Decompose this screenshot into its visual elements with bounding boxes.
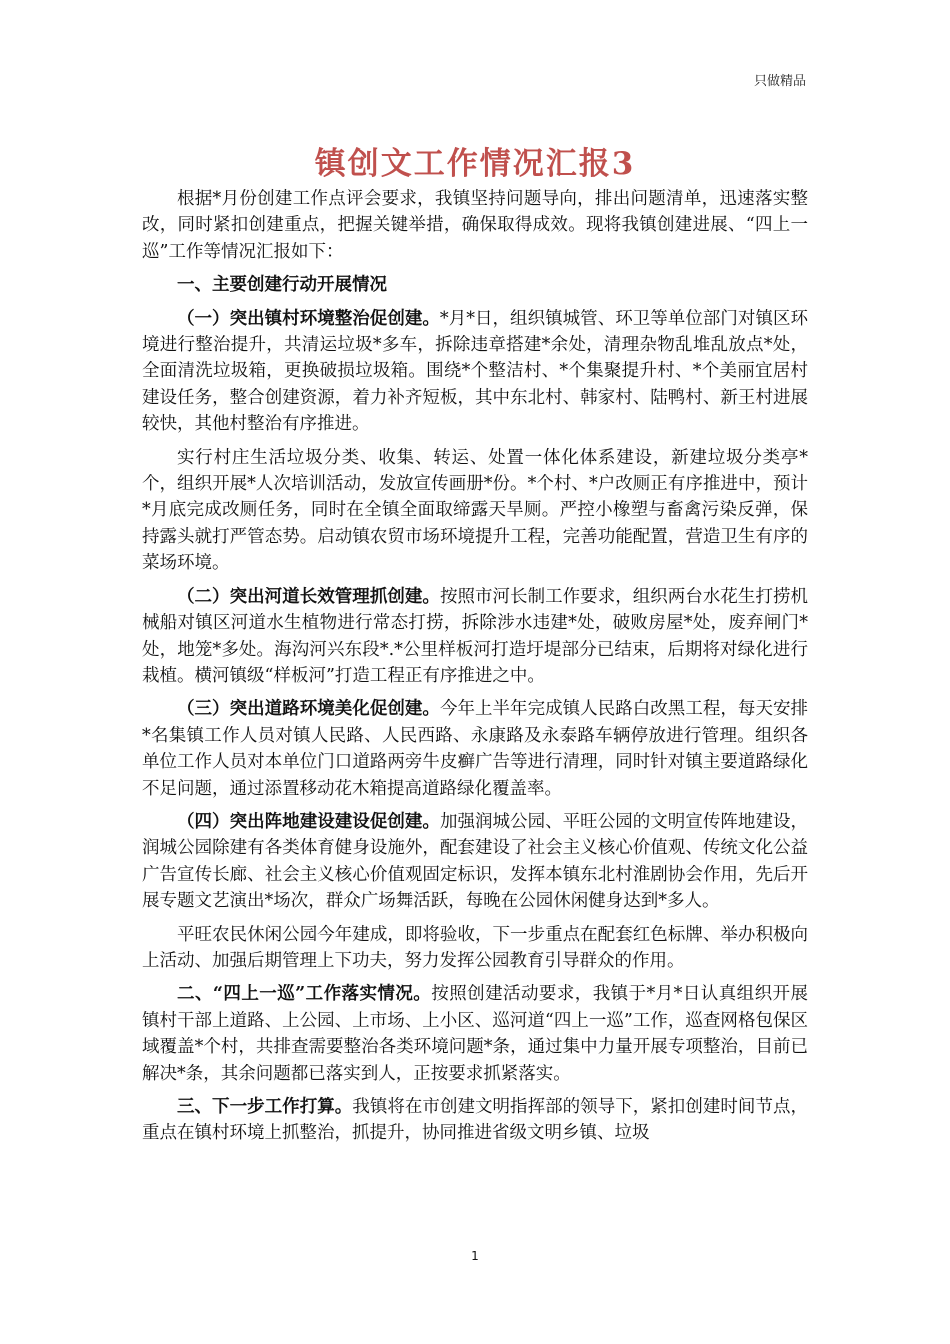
paragraph-text: *月*日，组织镇城管、环卫等单位部门对镇区环境进行整治提升，共清运垃圾*多车，拆除违章搭建*余处，清理杂物乱堆乱放点*处，全面清洗垃圾箱，更换破损垃圾箱。围绕*个整洁村、*个集聚提升村、*个美丽宜居村建设任务，整合创建资源，着力补齐短板，其中东北村、韩家村、陆鸭村、新王村进展较快，其他村整治有序推进。 [142,308,809,435]
section-1-paragraph-3 [142,584,808,690]
document-title: 镇创文工作情况汇报3 [314,146,636,182]
paragraph-lead: （四）突出阵地建设建设促创建。 [177,811,440,832]
paragraph-text: 加强润城公园、平旺公园的文明宣传阵地建设，润城公园除建有各类体育健身设施外，配套建设了社会主义核心价值观、传统文化公益广告宣传长廊、社会主义核心价值观固定标识，发挥本镇东北村淮剧协会作用，先后开展专题文艺演出*场次，群众广场舞活跃，每晚在公园休闲健身达到*多人。 [142,811,809,912]
intro-paragraph: 根据*月份创建工作点评会要求，我镇坚持问题导向，排出问题清单，迅速落实整改，同时紧扣创建重点，把握关键举措，确保取得成效。现将我镇创建进展、“四上一巡”工作等情况汇报如下： [142,189,808,262]
paragraph-lead: （一）突出镇村环境整治促创建。 [177,308,440,329]
section-1-heading: 一、主要创建行动开展情况 [177,275,387,296]
paragraph-text: 按照市河长制工作要求，组织两台水花生打捞机械船对镇区河道水生植物进行常态打捞，拆除涉水违建*处，破败房屋*处，废弃闸门*处，地笼*多处。海沟河兴东段*.*公里样板河打造圩堤部分已结束，后期将对绿化进行栽植。横河镇级“样板河”打造工程正有序推进之中。 [142,586,809,686]
document-body [142,186,808,1154]
paragraph-text: 按照创建活动要求，我镇于*月*日认真组织开展镇村干部上道路、上公园、上市场、上小区、巡河道“四上一巡”工作，巡查网格包保区域覆盖*个村，共排查需要整治各类环境问题*条，通过集中力量开展专项整治，目前已解决*条，其余问题都已落实到人，正按要求抓紧落实。 [142,984,808,1084]
section-1-paragraph-2: 实行村庄生活垃圾分类、收集、转运、处置一体化体系建设，新建垃圾分类亭*个，组织开展*人次培训活动，发放宣传画册*份。*个村、*户改厕正有序推进中，预计*月底完成改厕任务，同时在全镇全面取缔露天旱厕。严控小橡塑与畜禽污染反弹，保持露头就打严管态势。启动镇农贸市场环境提升工程，完善功能配置，营造卫生有序的菜场环境。 [142,447,808,574]
paragraph-lead: 三、下一步工作打算。 [177,1097,353,1117]
section-1-paragraph-6: 平旺农民休闲公园今年建成，即将验收，下一步重点在配套红色标牌、举办积极向上活动、加强后期管理上下功夫，努力发挥公园教育引导群众的作用。 [142,924,808,971]
paragraph-text: 今年上半年完成镇人民路白改黑工程，每天安排*名集镇工作人员对镇人民路、人民西路、永康路及永泰路车辆停放进行管理。组织各单位工作人员对本单位门口道路两旁牛皮癣广告等进行清理，同时针对镇主要道路绿化不足问题，通过添置移动花木箱提高道路绿化覆盖率。 [142,699,809,799]
section-1-paragraph-1 [142,306,808,438]
page-number: 1 [471,1249,479,1263]
header-note: 只做精品 [753,74,806,89]
section-2-paragraph [142,981,808,1087]
section-1-paragraph-4 [142,696,808,802]
paragraph-lead: （三）突出道路环境美化促创建。 [177,699,440,720]
section-3-paragraph [142,1094,808,1147]
section-1-paragraph-5 [142,809,808,915]
paragraph-lead: 二、“四上一巡”工作落实情况。 [177,984,432,1005]
paragraph-lead: （二）突出河道长效管理抓创建。 [177,586,440,607]
paragraph-text: 我镇将在市创建文明指挥部的领导下，紧扣创建时间节点，重点在镇村环境上抓整治，抓提升，协同推进省级文明乡镇、垃圾 [142,1097,809,1144]
